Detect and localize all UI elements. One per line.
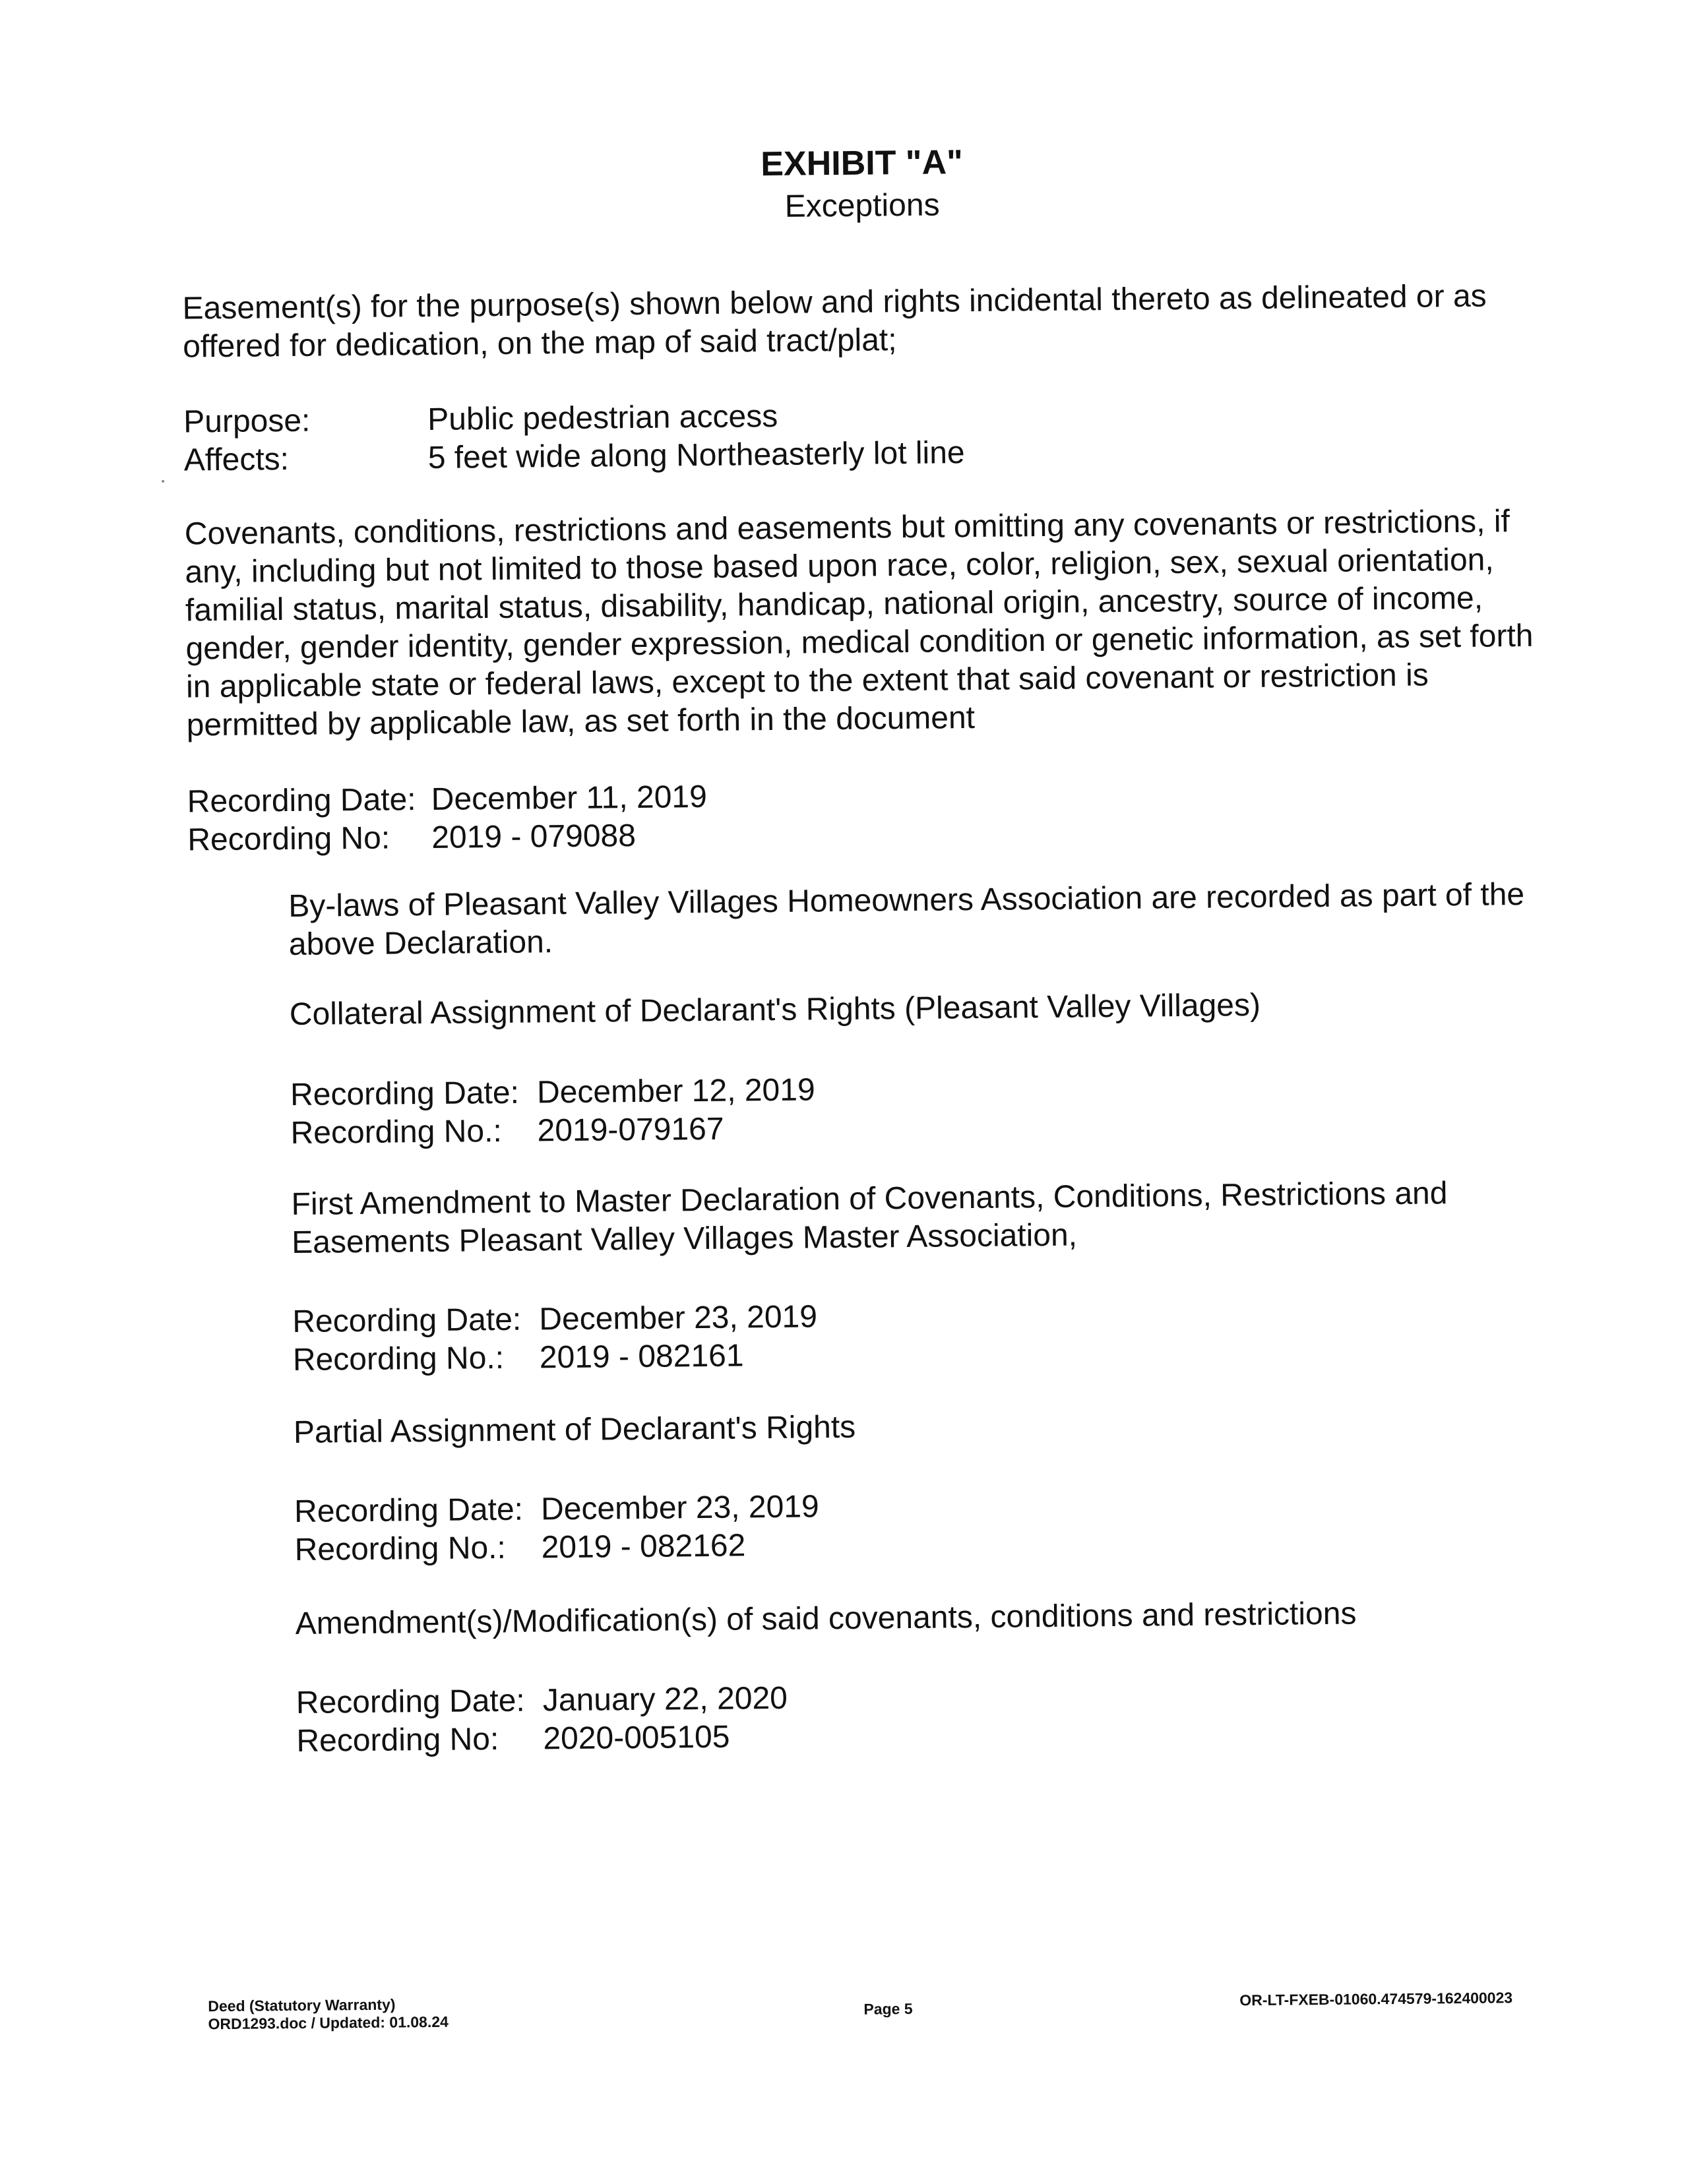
recording-no-label: Recording No.: <box>290 1113 503 1151</box>
affects-value: 5 feet wide along Northeasterly lot line <box>427 435 965 475</box>
amendments-recording-no-row <box>296 1718 730 1761</box>
first-amendment-recording-no-row <box>293 1337 744 1380</box>
amendments-paragraph: Amendment(s)/Modification(s) of said covenants, conditions and restrictions <box>295 1596 1357 1641</box>
partial-recording-date-row <box>294 1488 819 1531</box>
recording-date-label: Recording Date: <box>294 1492 524 1529</box>
recording-date-value: December 11, 2019 <box>431 779 708 817</box>
recording-no-label: Recording No.: <box>292 1340 505 1378</box>
purpose-label: Purpose: <box>183 403 311 440</box>
recording-date-value: January 22, 2020 <box>542 1680 788 1718</box>
recording-date-value: December 23, 2019 <box>540 1489 819 1527</box>
first-amendment-paragraph: First Amendment to Master Declaration of Covenants, Conditions, Restrictions and Easements Pleasant Valley Villages Master Association, <box>291 1176 1448 1261</box>
recording-date-label: Recording Date: <box>290 1075 520 1113</box>
covenants-recording-date-row <box>187 778 708 822</box>
easement-paragraph: Easement(s) for the purpose(s) shown below and rights incidental thereto as delineated or as offered for dedication, on the map of said tract/plat; <box>182 278 1487 365</box>
recording-no-label: Recording No: <box>296 1722 499 1759</box>
first-amendment-recording-date-row <box>292 1298 817 1341</box>
recording-no-value: 2019-079167 <box>537 1111 724 1149</box>
recording-no-value: 2019 - 082161 <box>539 1338 744 1376</box>
partial-assignment-paragraph: Partial Assignment of Declarant's Rights <box>293 1409 856 1450</box>
covenants-paragraph: Covenants, conditions, restrictions and easements but omitting any covenants or restrictions, if any, including but not limited to those based upon race, color, religion, sex, sexual orientation, familial status, marital status, disability, handicap, national origin, ancestry, source of income, gender, gender identity, gender expression, medical condition or genetic information, as set forth in applicable state or federal laws, except to the extent that said covenant or restriction is permitted by applicable law, as set forth in the document <box>184 504 1534 743</box>
amendments-recording-date-row <box>296 1680 788 1722</box>
recording-date-label: Recording Date: <box>187 782 416 820</box>
collateral-recording-no-row <box>290 1110 724 1153</box>
recording-date-label: Recording Date: <box>292 1302 522 1339</box>
footer-doc-file: ORD1293.doc / Updated: 01.08.24 <box>208 2013 449 2033</box>
partial-recording-no-row <box>294 1527 745 1569</box>
recording-no-label: Recording No: <box>187 820 390 858</box>
footer-reference: OR-LT-FXEB-01060.474579-162400023 <box>1239 1989 1513 2009</box>
recording-no-value: 2019 - 079088 <box>431 818 637 855</box>
recording-date-label: Recording Date: <box>296 1683 526 1720</box>
recording-no-value: 2020-005105 <box>543 1719 730 1757</box>
recording-date-value: December 12, 2019 <box>536 1072 815 1110</box>
affects-label: Affects: <box>183 441 290 478</box>
recording-no-label: Recording No.: <box>294 1530 507 1567</box>
purpose-value: Public pedestrian access <box>427 398 778 437</box>
purpose-row <box>183 398 778 442</box>
covenants-recording-no-row <box>187 817 636 860</box>
recording-no-value: 2019 - 082162 <box>541 1528 746 1565</box>
recording-date-value: December 23, 2019 <box>539 1299 818 1337</box>
affects-row <box>184 434 965 479</box>
footer-doc-type: Deed (Statutory Warranty) <box>208 1995 396 2015</box>
scan-mark <box>162 480 164 483</box>
collateral-recording-date-row <box>290 1071 815 1114</box>
bylaws-paragraph: By-laws of Pleasant Valley Villages Homeowners Association are recorded as part of the above Declaration. <box>288 877 1525 963</box>
collateral-paragraph: Collateral Assignment of Declarant's Rights (Pleasant Valley Villages) <box>289 987 1261 1033</box>
footer-doc-info <box>208 1995 449 2033</box>
footer-page-number: Page 5 <box>863 2000 913 2018</box>
exhibit-title: EXHIBIT "A" <box>761 143 964 184</box>
exhibit-subtitle: Exceptions <box>784 187 940 224</box>
